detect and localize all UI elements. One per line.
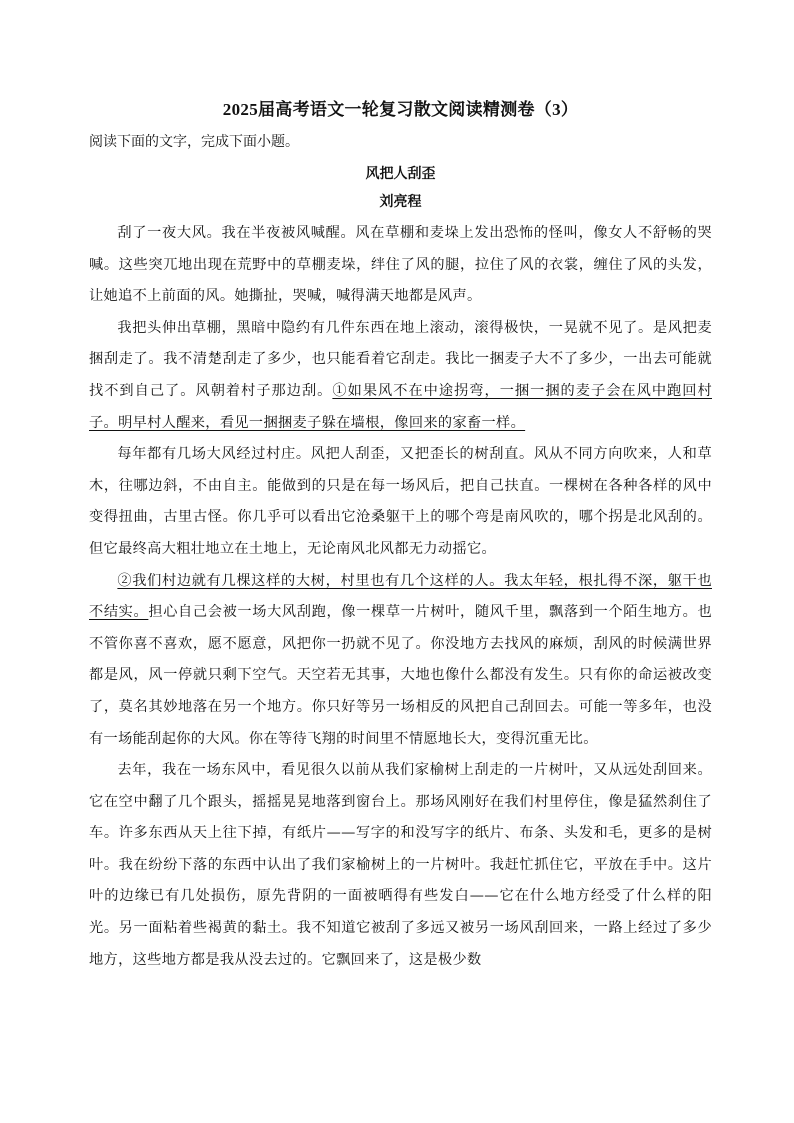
paragraph-2 <box>89 313 712 439</box>
paragraph-text: 刮了一夜大风。我在半夜被风喊醒。风在草棚和麦垛上发出恐怖的怪叫，像女人不舒畅的哭喊。这些突兀地出现在荒野中的草棚麦垛，绊住了风的腿，拉住了风的衣裳，缠住了风的头发，让她追不上前面的风。她撕扯，哭喊，喊得满天地都是风声。 <box>89 225 712 305</box>
paragraph-text: 每年都有几场大风经过村庄。风把人刮歪，又把歪长的树刮直。风从不同方向吹来，人和草木，往哪边斜，不由自主。能做到的只是在每一场风后，把自己扶直。一棵树在各种各样的风中变得扭曲，古里古怪。你几乎可以看出它沧桑躯干上的哪个弯是南风吹的，哪个拐是北风刮的。但它最终高大粗壮地立在土地上，无论南风北风都无力动摇它。 <box>89 446 712 557</box>
paragraph-5 <box>89 755 712 976</box>
essay-author: 刘亮程 <box>379 194 422 210</box>
document-title: 2025届高考语文一轮复习散文阅读精测卷（3） <box>222 100 579 119</box>
paragraph-text: 我把头伸出草棚，黑暗中隐约有几件东西在地上滚动，滚得极快，一晃就不见了。是风把麦捆刮走了。我不清楚刮走了多少，也只能看着它刮走。我比一捆麦子大不了多少，一出去可能就找不到自己了。风朝着村子那边刮。 <box>89 319 712 399</box>
essay-title: 风把人刮歪 <box>365 166 436 182</box>
underlined-sentence-2: ②我们村边就有几棵这样的大树，村里也有几个这样的人。我太年轻，根扎得不深，躯干也不结实。 <box>89 572 712 621</box>
reading-instruction: 阅读下面的文字，完成下面小题。 <box>89 134 299 150</box>
paragraph-1 <box>89 218 712 313</box>
paragraph-text: 去年，我在一场东风中，看见很久以前从我们家榆树上刮走的一片树叶，又从远处刮回来。它在空中翻了几个跟头，摇摇晃晃地落到窗台上。那场风刚好在我们村里停住，像是猛然刹住了车。许多东西从天上往下掉，有纸片——写字的和没写字的纸片、布条、头发和毛，更多的是树叶。我在纷纷下落的东西中认出了我们家榆树上的一片树叶。我赶忙抓住它，平放在手中。这片叶的边缘已有几处损伤，原先背阴的一面被晒得有些发白——它在什么地方经受了什么样的阳光。另一面粘着些褐黄的黏土。我不知道它被刮了多远又被另一场风刮回来，一路上经过了多少地方，这些地方都是我从没去过的。它飘回来了，这是极少数 <box>89 762 712 968</box>
underlined-sentence-1: ①如果风不在中途拐弯，一捆一捆的麦子会在风中跑回村子。明早村人醒来，看见一捆捆麦子躲在墙根，像回来的家畜一样。 <box>89 382 712 431</box>
paragraph-3 <box>89 439 712 565</box>
paragraph-4 <box>89 566 712 756</box>
paragraph-text: 担心自己会被一场大风刮跑，像一棵草一片树叶，随风千里，飘落到一个陌生地方。也不管你喜不喜欢，愿不愿意，风把你一扔就不见了。你没地方去找风的麻烦，刮风的时候满世界都是风，风一停就只剩下空气。天空若无其事，大地也像什么都没有发生。只有你的命运被改变了，莫名其妙地落在另一个地方。你只好等另一场相反的风把自己刮回去。可能一等多年，也没有一场能刮起你的大风。你在等待飞翔的时间里不情愿地长大，变得沉重无比。 <box>89 604 712 747</box>
